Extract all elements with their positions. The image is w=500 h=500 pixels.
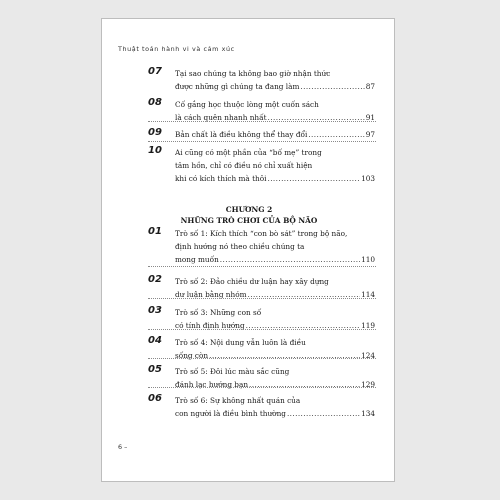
entry-page-number: 124 — [361, 351, 375, 360]
entry-line — [175, 288, 375, 301]
entry-number: 09 — [148, 127, 162, 138]
entry-line — [175, 111, 375, 124]
entry-line: Ai cũng có một phần của “bố mẹ” trong — [175, 148, 322, 157]
entry-line — [175, 128, 375, 141]
entry-page-number: 119 — [361, 321, 375, 330]
running-header: Thuật toán hành vi và cảm xúc — [118, 45, 235, 53]
entry-divider — [148, 387, 376, 388]
entry-divider — [148, 358, 376, 359]
dot-leader — [246, 319, 360, 332]
entry-divider — [148, 121, 376, 122]
entry-number: 10 — [148, 145, 162, 156]
entry-line-text: khi có kích thích mà thôi — [175, 174, 267, 183]
entry-line-text: con người là điều bình thường — [175, 409, 286, 418]
entry-line: định hướng nó theo chiều chúng ta — [175, 242, 305, 251]
entry-line: tâm hồn, chỉ có điều nó chỉ xuất hiện — [175, 161, 313, 170]
entry-line-text: sống còn — [175, 351, 209, 360]
entry-line-text: dư luận bằng nhóm — [175, 290, 247, 299]
entry-line — [175, 253, 375, 266]
entry-page-number: 97 — [365, 130, 375, 139]
entry-line — [175, 407, 375, 420]
entry-number: 03 — [148, 305, 162, 316]
entry-number: 05 — [148, 364, 162, 375]
entry-title — [175, 146, 375, 185]
dot-leader — [248, 288, 361, 301]
book-page — [101, 18, 395, 482]
dot-leader — [209, 349, 360, 362]
entry-line-text: Bản chất là điều không thể thay đổi — [175, 130, 308, 139]
dot-leader — [267, 172, 360, 185]
dot-leader — [249, 378, 360, 391]
entry-line: Trò số 3: Những con số — [175, 308, 262, 317]
chapter-number: CHƯƠNG 2 — [225, 205, 273, 214]
page-number: 6 – — [118, 443, 128, 451]
entry-page-number: 129 — [361, 380, 375, 389]
entry-page-number: 110 — [361, 255, 375, 264]
entry-number: 01 — [148, 226, 162, 237]
entry-page-number: 103 — [361, 174, 375, 183]
entry-line — [175, 172, 375, 185]
entry-title — [175, 394, 375, 420]
entry-divider — [148, 266, 376, 267]
entry-line: Trò số 1: Kích thích “con bò sát” trong bộ não, — [175, 229, 348, 238]
entry-line — [175, 349, 375, 362]
entry-number: 06 — [148, 393, 162, 404]
entry-page-number: 87 — [365, 82, 375, 91]
entry-number: 08 — [148, 97, 162, 108]
entry-number: 07 — [148, 66, 162, 77]
entry-page-number: 91 — [365, 113, 375, 122]
entry-title — [175, 67, 375, 93]
dot-leader — [268, 111, 365, 124]
entry-line-text: có tính định hướng — [175, 321, 245, 330]
entry-line — [175, 319, 375, 332]
entry-line: Trò số 4: Nội dung vẫn luôn là điều — [175, 338, 306, 347]
entry-line — [175, 80, 375, 93]
entry-divider — [148, 298, 376, 299]
chapter-title: NHỮNG TRÒ CHƠI CỦA BỘ NÃO — [180, 216, 318, 225]
dot-leader — [220, 253, 360, 266]
entry-line-text: mong muốn — [175, 255, 219, 264]
entry-title — [175, 227, 375, 266]
entry-line: Trò số 5: Đôi lúc màu sắc cũng — [175, 367, 290, 376]
entry-number: 04 — [148, 335, 162, 346]
entry-line: Cố gắng học thuộc lòng một cuốn sách — [175, 100, 319, 109]
entry-number: 02 — [148, 274, 162, 285]
chapter-heading — [102, 204, 396, 226]
entry-line: Trò số 6: Sự không nhất quán của — [175, 396, 301, 405]
entry-page-number: 134 — [361, 409, 375, 418]
entry-line: Tại sao chúng ta không bao giờ nhận thức — [175, 69, 331, 78]
entry-line-text: đánh lạc hướng bạn — [175, 380, 249, 389]
entry-line-text: được những gì chúng ta đang làm — [175, 82, 300, 91]
entry-line: Trò số 2: Đảo chiều dư luận hay xây dựng — [175, 277, 329, 286]
dot-leader — [287, 407, 360, 420]
entry-divider — [148, 141, 376, 142]
dot-leader — [308, 128, 364, 141]
entry-line-text: là cách quên nhanh nhất — [175, 113, 267, 122]
entry-page-number: 114 — [361, 290, 375, 299]
entry-divider — [148, 329, 376, 330]
dot-leader — [300, 80, 364, 93]
entry-line — [175, 378, 375, 391]
entry-title — [175, 128, 375, 141]
